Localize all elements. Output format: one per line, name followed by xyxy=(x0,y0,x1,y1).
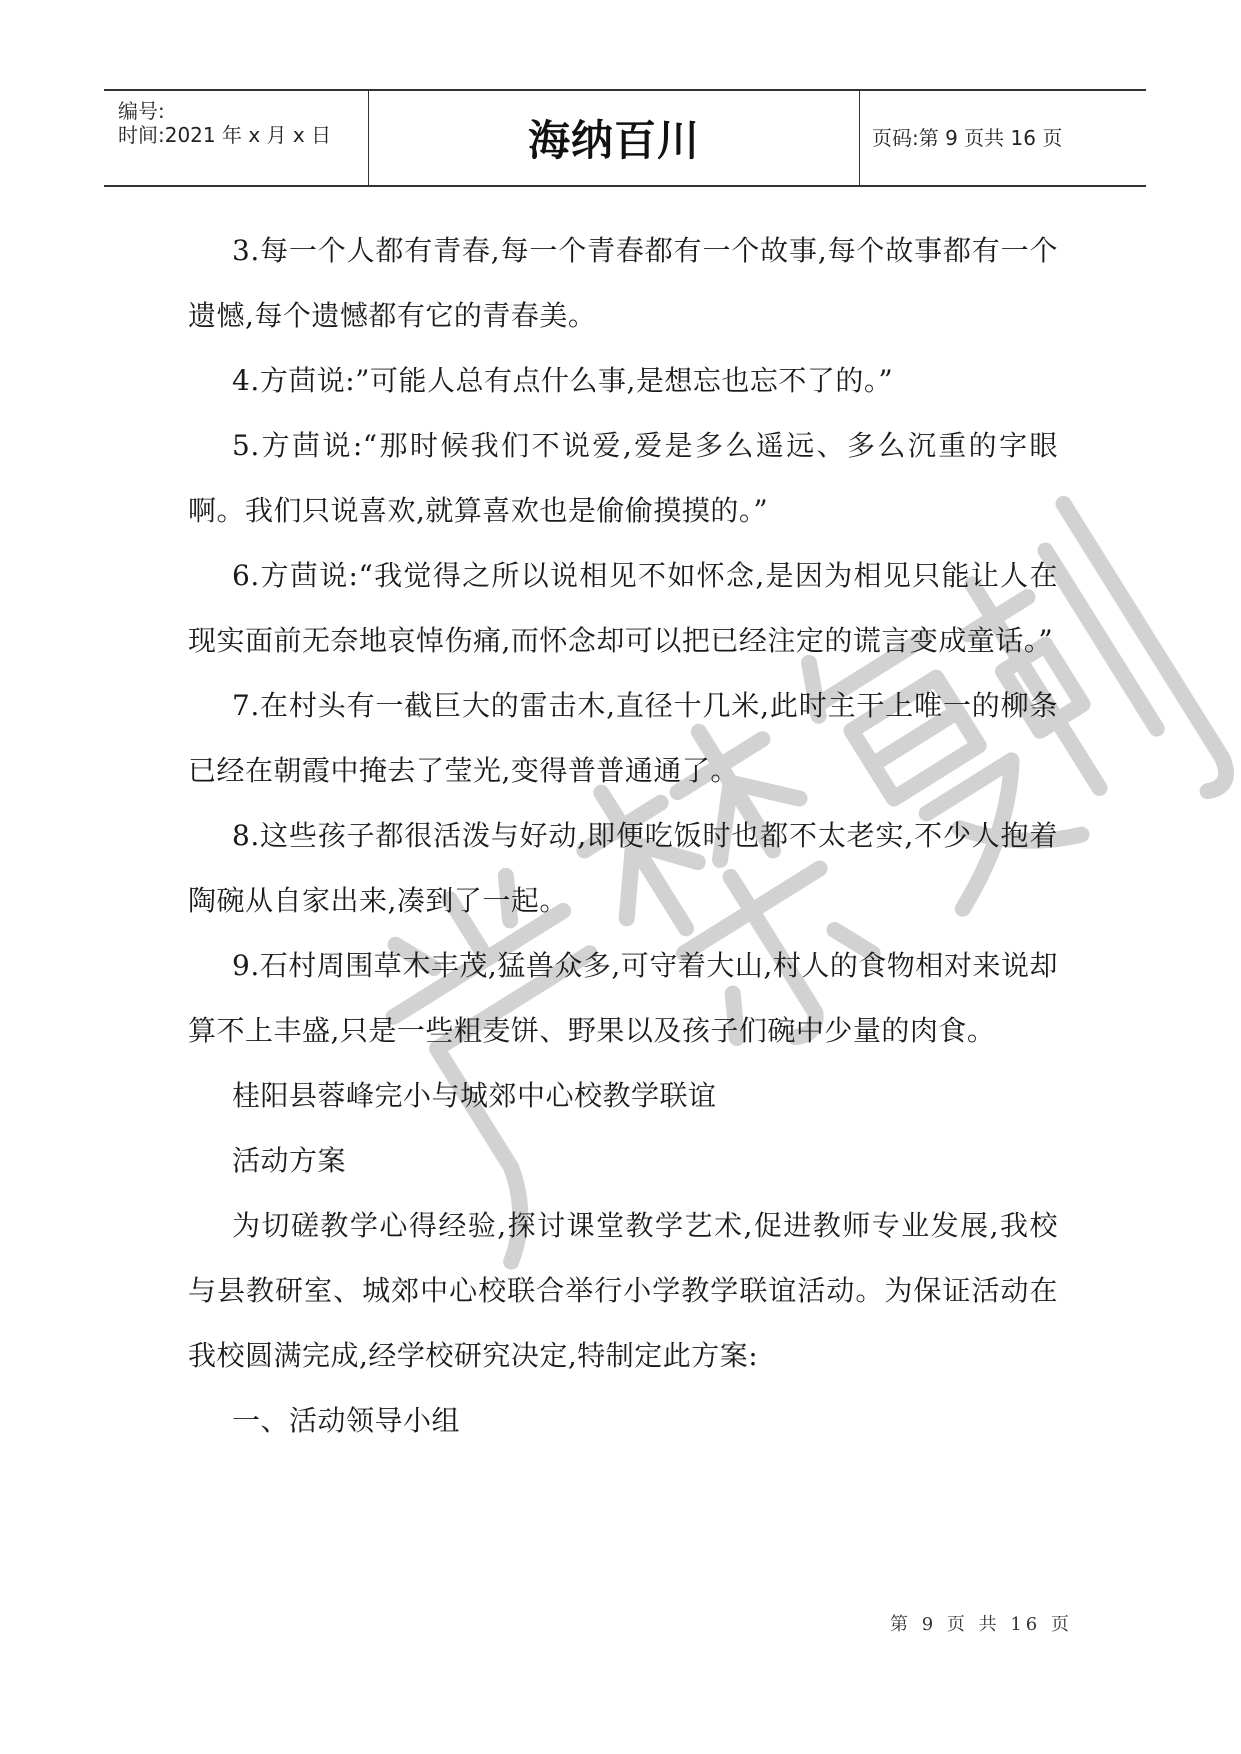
header-title-cell xyxy=(369,91,860,185)
page-footer: 第 9 页 共 16 页 xyxy=(890,1614,1073,1635)
paragraph: 9.石村周围草木丰茂,猛兽众多,可守着大山,村人的食物相对来说却算不上丰盛,只是一些粗麦饼、野果以及孩子们碗中少量的肉食。 xyxy=(188,949,1058,1047)
paragraph: 4.方茴说:”可能人总有点什么事,是想忘也忘不了的。” xyxy=(232,364,894,397)
paragraph: 为切磋教学心得经验,探讨课堂教学艺术,促进教师专业发展,我校与县教研室、城郊中心校联合举行小学教学联谊活动。为保证活动在我校圆满完成,经学校研究决定,特制定此方案: xyxy=(188,1209,1058,1372)
header-meta-cell xyxy=(104,91,369,185)
paragraph: 8.这些孩子都很活泼与好动,即便吃饭时也都不太老实,不少人抱着陶碗从自家出来,凑到了一起。 xyxy=(188,819,1058,917)
document-body xyxy=(188,218,1058,1453)
paragraph: 5.方茴说:“那时候我们不说爱,爱是多么遥远、多么沉重的字眼啊。我们只说喜欢,就算喜欢也是偷偷摸摸的。” xyxy=(188,429,1058,527)
section-heading: 活动方案 xyxy=(232,1144,347,1177)
header-page-cell xyxy=(860,91,1146,185)
paragraph: 3.每一个人都有青春,每一个青春都有一个故事,每个故事都有一个遗憾,每个遗憾都有它的青春美。 xyxy=(188,234,1058,332)
section-heading: 桂阳县蓉峰完小与城郊中心校教学联谊 xyxy=(232,1079,717,1112)
section-heading: 一、活动领导小组 xyxy=(232,1404,461,1437)
paragraph: 6.方茴说:“我觉得之所以说相见不如怀念,是因为相见只能让人在现实面前无奈地哀悼伤痛,而怀念却可以把已经注定的谎言变成童话。” xyxy=(188,559,1058,657)
document-time-label: 时间:2021 年 x 月 x 日 xyxy=(118,123,332,147)
document-number-label: 编号: xyxy=(118,99,165,123)
document-header xyxy=(104,89,1146,187)
paragraph: 7.在村头有一截巨大的雷击木,直径十几米,此时主干上唯一的柳条已经在朝霞中掩去了莹光,变得普普通通了。 xyxy=(188,689,1058,787)
header-page-number: 页码:第 9 页共 16 页 xyxy=(872,126,1063,150)
header-title: 海纳百川 xyxy=(527,116,700,165)
